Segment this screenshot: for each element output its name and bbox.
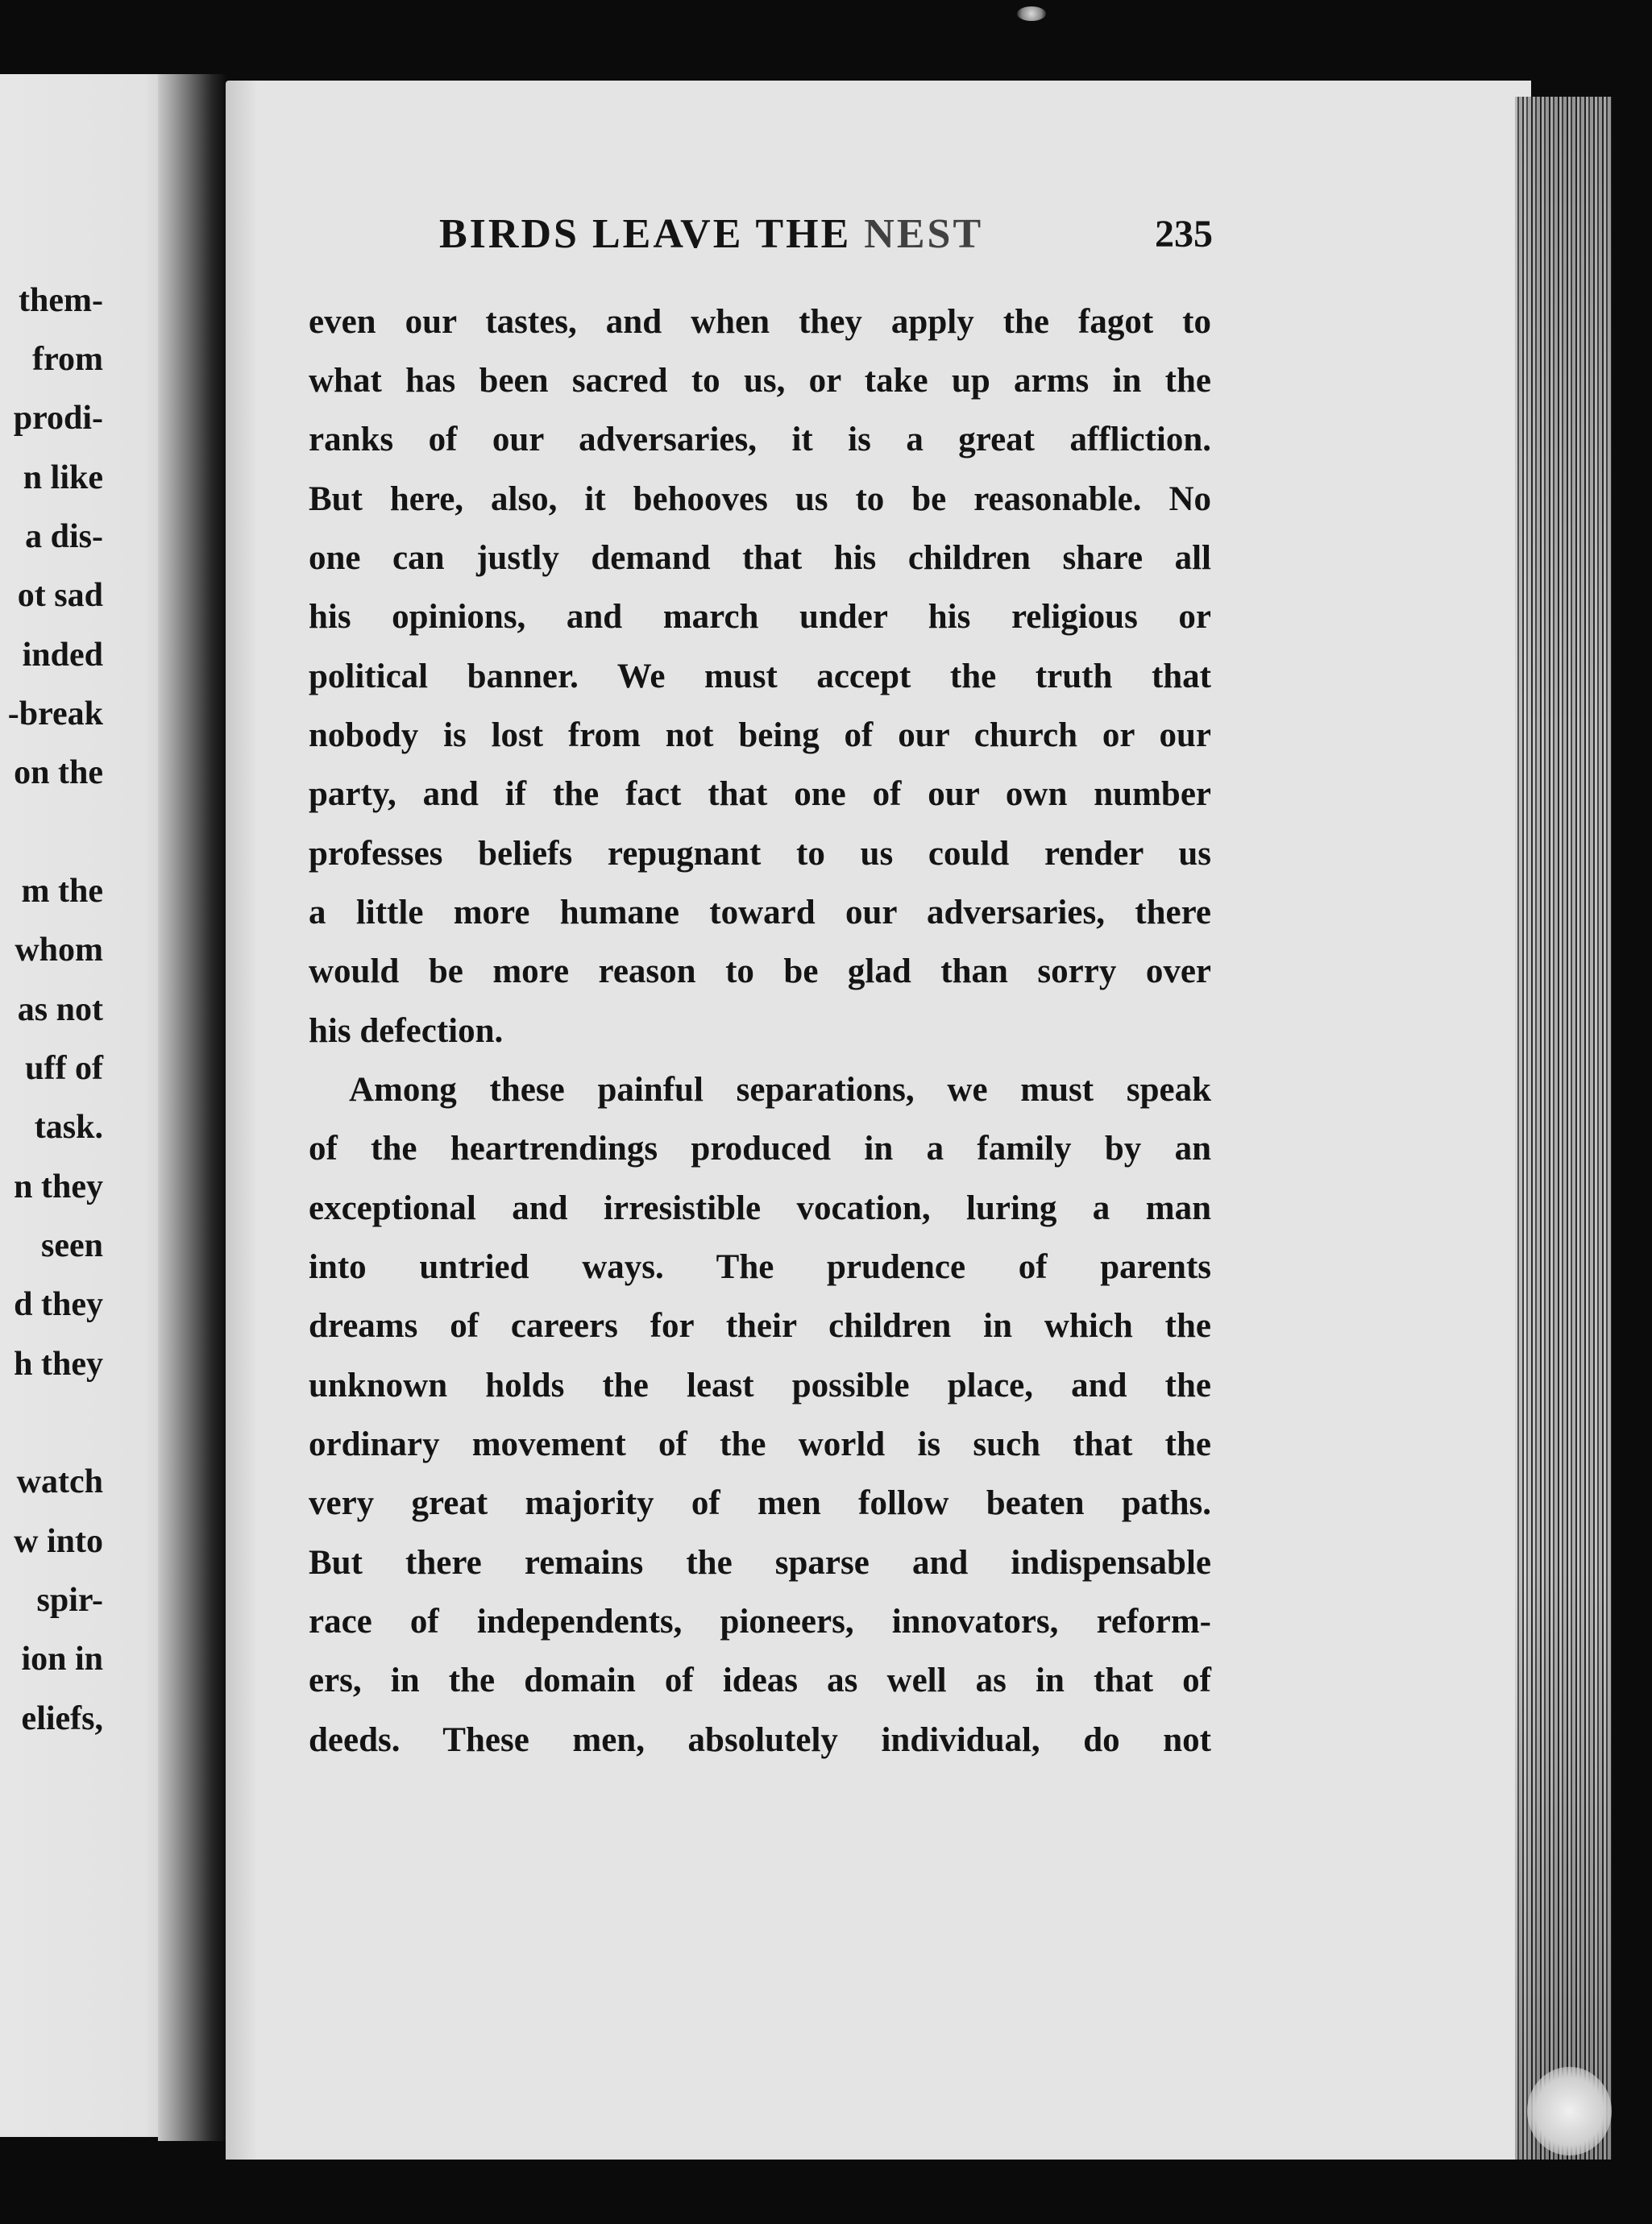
left-fragment: seen xyxy=(41,1227,103,1264)
left-fragment: eliefs, xyxy=(21,1700,103,1737)
text-line: what has been sacred to us, or take up arms in the xyxy=(309,362,1211,400)
text-line: even our tastes, and when they apply the fagot to xyxy=(309,303,1211,341)
text-line: his opinions, and march under his religious or xyxy=(309,598,1211,636)
left-fragment: ion in xyxy=(21,1641,103,1678)
text-line: ordinary movement of the world is such that the xyxy=(309,1425,1211,1463)
left-fragment: n they xyxy=(14,1168,103,1205)
text-line: dreams of careers for their children in which the xyxy=(309,1307,1211,1345)
text-line: ers, in the domain of ideas as well as in that of xyxy=(309,1662,1211,1699)
left-fragment: inded xyxy=(22,637,103,674)
text-line: very great majority of men follow beaten paths. xyxy=(309,1484,1211,1522)
left-fragment: a dis- xyxy=(25,518,103,555)
text-line: deeds. These men, absolutely individual, do not xyxy=(309,1721,1211,1759)
left-fragment: h they xyxy=(14,1346,103,1383)
left-fragment: task. xyxy=(34,1109,103,1146)
left-fragment: uff of xyxy=(25,1050,103,1087)
text-line: of the heartrendings produced in a family by an xyxy=(309,1130,1211,1168)
left-fragment: m the xyxy=(21,873,103,910)
text-line: his defection. xyxy=(309,1012,504,1050)
left-fragment: spir- xyxy=(36,1582,103,1619)
left-fragment: prodi- xyxy=(13,400,103,437)
running-head-title-damaged: NEST xyxy=(864,211,984,257)
left-fragment: d they xyxy=(14,1286,103,1323)
running-head xyxy=(439,211,1213,262)
page-number: 235 xyxy=(1155,213,1213,255)
left-fragment: watch xyxy=(16,1463,103,1500)
scanner-bed-bottom xyxy=(0,2160,1652,2224)
text-line: a little more humane toward our adversaries, there xyxy=(309,894,1211,932)
left-fragment: as not xyxy=(17,991,103,1028)
text-line: unknown holds the least possible place, and the xyxy=(309,1367,1211,1405)
left-fragment: n like xyxy=(23,459,103,496)
text-line: Among these painful separations, we must speak xyxy=(349,1071,1211,1109)
text-line: political banner. We must accept the truth that xyxy=(309,658,1211,695)
left-fragment: whom xyxy=(15,932,103,969)
left-fragment: ot sad xyxy=(17,577,103,614)
left-page-gutter-shadow xyxy=(158,74,226,2141)
left-fragment: on the xyxy=(14,754,103,791)
text-line: But there remains the sparse and indispensable xyxy=(309,1544,1211,1582)
page-block-shading xyxy=(1515,97,1612,2200)
text-line: exceptional and irresistible vocation, luring a man xyxy=(309,1189,1211,1227)
left-fragment: w into xyxy=(14,1523,103,1560)
text-line: ranks of our adversaries, it is a great affliction. xyxy=(309,421,1211,458)
text-line: But here, also, it behooves us to be reasonable. No xyxy=(309,480,1211,518)
text-line: nobody is lost from not being of our church or our xyxy=(309,716,1211,754)
left-fragment: from xyxy=(32,341,103,378)
text-line: into untried ways. The prudence of parents xyxy=(309,1248,1211,1286)
left-fragment: them- xyxy=(19,282,103,319)
text-line: would be more reason to be glad than sorry over xyxy=(309,952,1211,990)
left-fragment: -break xyxy=(7,695,103,732)
text-line: professes beliefs repugnant to us could render us xyxy=(309,835,1211,873)
running-head-title-text: BIRDS LEAVE THE xyxy=(439,211,865,257)
text-line: party, and if the fact that one of our own number xyxy=(309,775,1211,813)
running-head-title xyxy=(439,211,984,257)
page-corner-blot xyxy=(1527,2067,1612,2156)
text-line: one can justly demand that his children share all xyxy=(309,539,1211,577)
text-line: race of independents, pioneers, innovators, reform- xyxy=(309,1603,1211,1641)
scan-speck xyxy=(1017,6,1046,21)
